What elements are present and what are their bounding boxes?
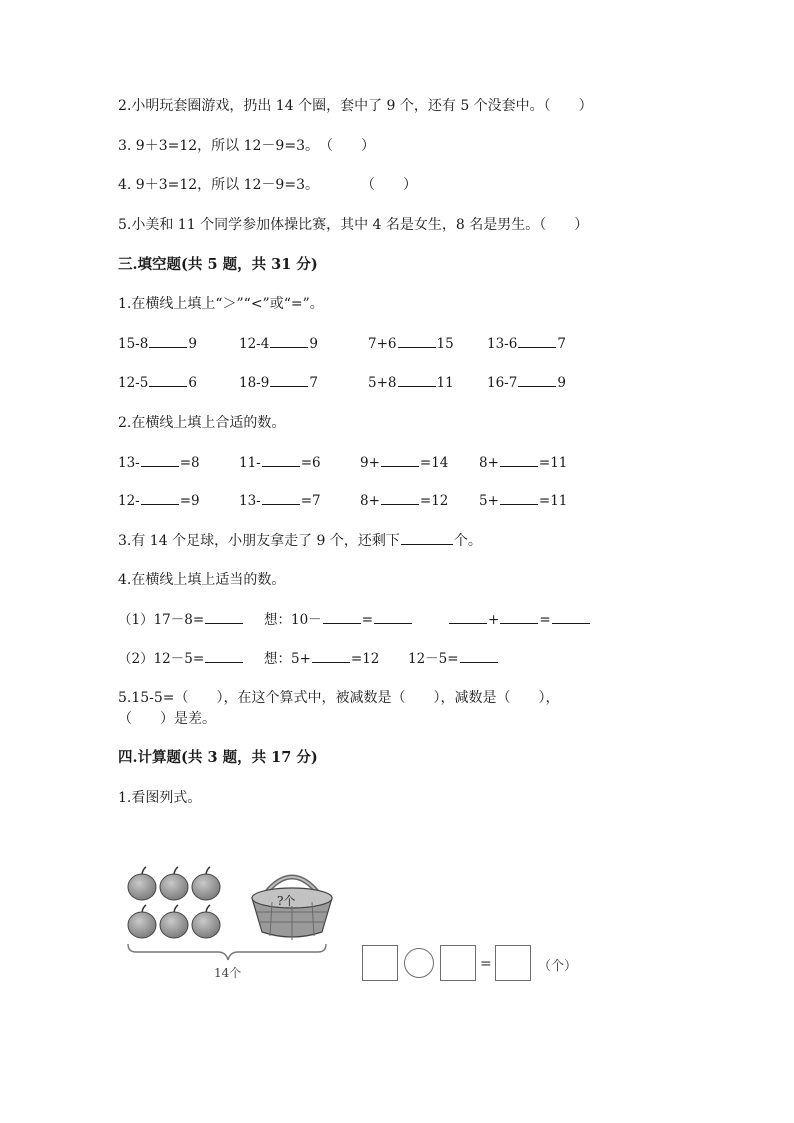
answer-blank[interactable] <box>460 649 498 663</box>
judge-item-2: 2.小明玩套圈游戏，扔出 14 个圈，套中了 9 个，还有 5 个没套中。（ ） <box>118 98 593 114</box>
answer-blank[interactable] <box>323 610 361 624</box>
eq-sign: = <box>361 612 373 628</box>
expr-left: 16-7 <box>487 375 518 391</box>
fill-row-1 <box>118 453 678 473</box>
apples-basket-illustration <box>122 860 342 980</box>
expr-right: =12 <box>419 493 449 509</box>
expr-left: 7+6 <box>368 336 397 352</box>
answer-box-1[interactable] <box>362 945 398 981</box>
answer-blank[interactable] <box>141 453 179 467</box>
unit-label: （个） <box>538 959 578 974</box>
q4-1-equation <box>118 610 244 630</box>
expr-right: =11 <box>538 493 568 509</box>
compare-row-2 <box>118 373 678 393</box>
total-label: 14个 <box>214 966 242 980</box>
fill-q5-line-1: 5.15-5=（ ），在这个算式中，被减数是（ ），减数是（ ）， <box>118 690 560 706</box>
fill-q1-prompt: 1.在横线上填上“＞”“<”或“=”。 <box>118 296 324 312</box>
answer-box-result[interactable] <box>495 945 531 981</box>
answer-blank[interactable] <box>270 373 308 387</box>
apple-icon <box>160 905 188 938</box>
expr-left: 12－5= <box>408 651 459 667</box>
expr-left: 11- <box>239 455 261 471</box>
expr-left: 15-8 <box>118 336 149 352</box>
expr-left: 12-4 <box>239 336 270 352</box>
expr-right: =8 <box>179 455 200 471</box>
expr-left: 18-9 <box>239 375 270 391</box>
expr-left: 13-6 <box>487 336 518 352</box>
expr-left: 5+8 <box>368 375 397 391</box>
fill-q5-line-2: （ ）是差。 <box>118 711 216 727</box>
expr-right: 9 <box>557 375 566 391</box>
expr-left: 9+ <box>360 455 380 471</box>
answer-blank[interactable] <box>149 373 187 387</box>
q4-1-addition <box>448 610 591 630</box>
fill-q4-prompt: 4.在横线上填上适当的数。 <box>118 572 286 588</box>
answer-blank[interactable] <box>381 491 419 505</box>
compare-row-1 <box>118 334 678 354</box>
fill-item <box>239 491 321 511</box>
q3-text-after: 个。 <box>453 533 482 549</box>
answer-blank[interactable] <box>205 649 243 663</box>
fill-q3 <box>118 531 482 551</box>
expr-left: （2）12－5= <box>118 651 205 667</box>
fill-item <box>118 453 200 473</box>
expr-right: =14 <box>419 455 449 471</box>
fill-item <box>239 453 321 473</box>
expr-left: （1）17－8= <box>118 612 205 628</box>
answer-blank[interactable] <box>381 453 419 467</box>
q4-line-1 <box>118 610 678 630</box>
compare-item <box>118 373 197 393</box>
answer-blank[interactable] <box>398 334 436 348</box>
basket-label: ?个 <box>277 894 296 908</box>
answer-blank[interactable] <box>205 610 243 624</box>
total-brace <box>128 944 326 960</box>
expr-right: 6 <box>188 375 197 391</box>
judge-item-4: 4. 9＋3=12，所以 12－9=3。 （ ） <box>118 177 417 193</box>
answer-blank[interactable] <box>552 610 590 624</box>
expr-right: 15 <box>436 336 454 352</box>
think-label: 想：10－ <box>264 612 322 628</box>
answer-blank[interactable] <box>312 649 350 663</box>
judge-item-5: 5.小美和 11 个同学参加体操比赛，其中 4 名是女生，8 名是男生。（ ） <box>118 217 589 233</box>
think-label: 想：5+ <box>264 651 311 667</box>
expr-right: 7 <box>557 336 566 352</box>
answer-blank[interactable] <box>500 610 538 624</box>
answer-blank[interactable] <box>141 491 179 505</box>
expr-right: =9 <box>179 493 200 509</box>
expr-left: 12- <box>118 493 140 509</box>
q4-2-tail <box>408 649 499 669</box>
fill-q2-prompt: 2.在横线上填上合适的数。 <box>118 415 286 431</box>
q4-2-equation <box>118 649 244 669</box>
picture-equation-figure <box>122 860 592 990</box>
answer-blank[interactable] <box>449 610 487 624</box>
answer-blank[interactable] <box>398 373 436 387</box>
apple-icon <box>128 905 156 938</box>
fill-item <box>479 491 567 511</box>
apple-icon <box>160 867 188 900</box>
q4-1-think <box>264 610 413 630</box>
compare-item <box>368 334 454 354</box>
answer-blank[interactable] <box>149 334 187 348</box>
expr-left: 8+ <box>360 493 380 509</box>
section-4-heading: 四.计算题(共 3 题，共 17 分) <box>118 749 318 766</box>
fill-item <box>118 491 200 511</box>
equals-sign: = <box>480 956 492 972</box>
eq-sign: = <box>539 612 551 628</box>
compare-item <box>239 334 318 354</box>
apple-icon <box>192 905 220 938</box>
answer-blank[interactable] <box>518 373 556 387</box>
answer-blank[interactable] <box>270 334 308 348</box>
apple-icon <box>192 867 220 900</box>
compare-item <box>487 334 566 354</box>
fill-item <box>360 491 448 511</box>
expr-left: 12-5 <box>118 375 149 391</box>
expr-right: =7 <box>300 493 321 509</box>
expr-left: 5+ <box>479 493 499 509</box>
compare-item <box>118 334 197 354</box>
compare-item <box>239 373 318 393</box>
calc-q1-prompt: 1.看图列式。 <box>118 790 202 806</box>
answer-blank[interactable] <box>500 453 538 467</box>
answer-box-2[interactable] <box>440 945 476 981</box>
compare-item <box>368 373 454 393</box>
expr-left: 13- <box>239 493 261 509</box>
answer-blank[interactable] <box>401 531 453 545</box>
q3-text-before: 3.有 14 个足球，小朋友拿走了 9 个，还剩下 <box>118 533 400 549</box>
compare-item <box>487 373 566 393</box>
q4-line-2 <box>118 649 678 669</box>
operator-circle[interactable] <box>404 948 434 978</box>
expr-right: 9 <box>188 336 197 352</box>
expr-right: =11 <box>538 455 568 471</box>
q4-2-think <box>264 649 379 669</box>
plus-sign: + <box>488 612 500 628</box>
expr-right: 7 <box>309 375 318 391</box>
expr-left: 8+ <box>479 455 499 471</box>
expr-right: =6 <box>300 455 321 471</box>
eq-text: =12 <box>350 651 380 667</box>
answer-blank[interactable] <box>518 334 556 348</box>
judge-item-3: 3. 9＋3=12，所以 12－9=3。 （ ） <box>118 138 375 154</box>
fill-item <box>360 453 448 473</box>
answer-blank[interactable] <box>374 610 412 624</box>
fill-item <box>479 453 567 473</box>
answer-blank[interactable] <box>500 491 538 505</box>
expr-right: 9 <box>309 336 318 352</box>
expr-right: 11 <box>436 375 454 391</box>
answer-blank[interactable] <box>262 453 300 467</box>
expr-left: 13- <box>118 455 140 471</box>
section-3-heading: 三.填空题(共 5 题，共 31 分) <box>118 256 318 273</box>
apple-icon <box>128 867 156 900</box>
fill-row-2 <box>118 491 678 511</box>
answer-blank[interactable] <box>262 491 300 505</box>
